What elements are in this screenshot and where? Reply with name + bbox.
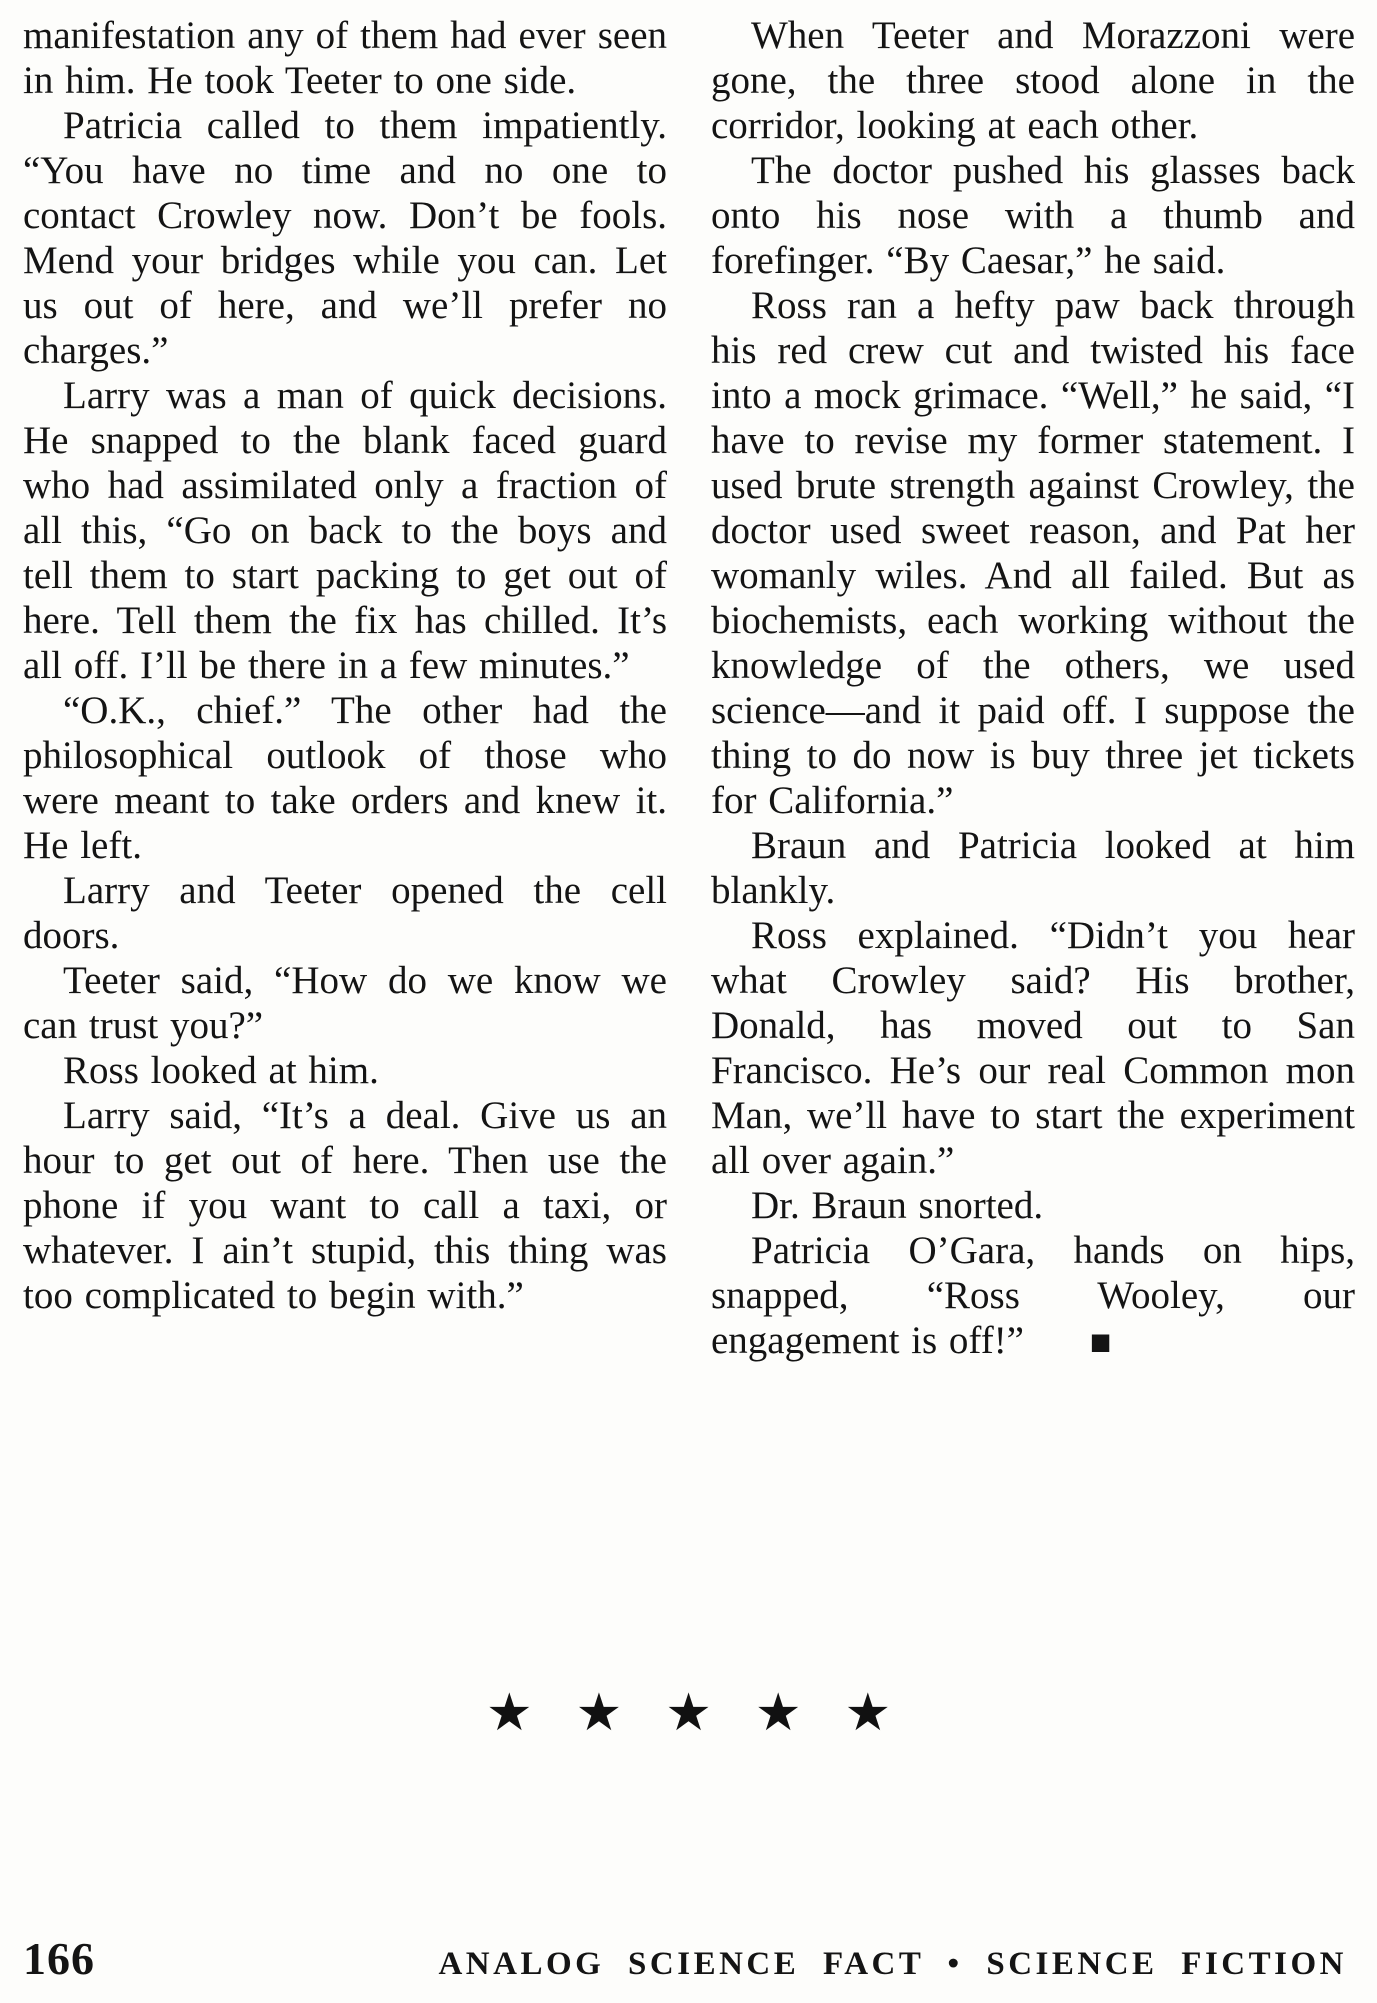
- paragraph: “O.K., chief.” The other had the philosophical outlook of those who were meant to take orders and knew it. He left.: [23, 689, 667, 867]
- page-number: 166: [23, 1933, 95, 1984]
- paragraph: Teeter said, “How do we know we can trust you?”: [23, 959, 667, 1047]
- page-footer: [23, 1933, 1347, 1984]
- paragraph: When Teeter and Morazzoni were gone, the three stood alone in the corridor, looking at each other.: [711, 14, 1355, 147]
- left-column: [23, 13, 667, 1363]
- section-divider: [0, 1685, 1377, 1742]
- star-icon: ★: [485, 1685, 533, 1742]
- paragraph: Ross looked at him.: [63, 1049, 379, 1092]
- paragraph: Larry said, “It’s a deal. Give us an hour to get out of here. Then use the phone if you want to call a taxi, or whatever. I ain’t stupid, this thing was too complicated to begin with.”: [23, 1094, 667, 1317]
- paragraph: Braun and Patricia looked at him blankly.: [711, 824, 1355, 912]
- paragraph: Patricia called to them impatiently. “You have no time and no one to contact Crowley now. Don’t be fools. Mend your bridges while you can. Let us out of here, and we’ll prefer no charges.”: [23, 104, 667, 372]
- paragraph: manifestation any of them had ever seen in him. He took Teeter to one side.: [23, 14, 667, 102]
- paragraph: Dr. Braun snorted.: [751, 1184, 1044, 1227]
- paragraph: Ross explained. “Didn’t you hear what Crowley said? His brother, Donald, has moved out to San Francisco. He’s our real Common mon Man, we’ll have to start the experiment all over again.”: [711, 914, 1355, 1182]
- paragraph: The doctor pushed his glasses back onto his nose with a thumb and forefinger. “By Caesar,” he said.: [711, 149, 1355, 282]
- right-column: [711, 13, 1355, 1363]
- paragraph-text: Patricia O’Gara, hands on hips, snapped, “Ross Wooley, our engagement is off!”: [711, 1229, 1355, 1362]
- story-text-block: [23, 13, 1355, 1363]
- paragraph: Larry was a man of quick decisions. He snapped to the blank faced guard who had assimilated only a fraction of all this, “Go on back to the boys and tell them to start packing to get out of here. Tell them the fix has chilled. It’s all off. I’ll be there in a few minutes.”: [23, 374, 667, 687]
- paragraph: Larry and Teeter opened the cell doors.: [23, 869, 667, 957]
- journal-title: ANALOG SCIENCE FACT • SCIENCE FICTION: [438, 1946, 1347, 1982]
- paragraph: [711, 1228, 1355, 1363]
- star-icon: ★: [575, 1685, 623, 1742]
- paragraph: Ross ran a hefty paw back through his red crew cut and twisted his face into a mock grimace. “Well,” he said, “I have to revise my former statement. I used brute strength against Crowley, the doctor used sweet reason, and Pat her womanly wiles. And all failed. But as biochemists, each working without the knowledge of the others, we used science—and it paid off. I suppose the thing to do now is buy three jet tickets for California.”: [711, 284, 1355, 822]
- end-of-story-icon: ■: [1089, 1322, 1112, 1362]
- star-icon: ★: [665, 1685, 712, 1742]
- star-icon: ★: [844, 1685, 892, 1742]
- star-icon: ★: [754, 1685, 802, 1742]
